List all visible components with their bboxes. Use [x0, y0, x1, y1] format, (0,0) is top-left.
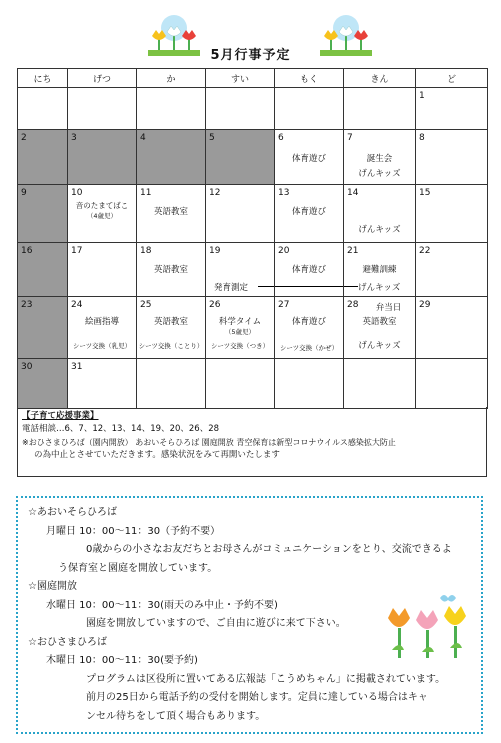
event-label: 体育遊び — [291, 317, 326, 327]
event-label: 弁当日 — [375, 303, 402, 313]
day-number: 25 — [140, 300, 152, 310]
weekday-thu: もく — [275, 69, 344, 88]
section-title: ☆園庭開放 — [28, 581, 77, 592]
week-row-2 — [18, 130, 488, 185]
event-label: シーツ交換（乳児） — [72, 342, 132, 350]
day-cell-29 — [416, 297, 488, 359]
weekday-header-row — [18, 69, 488, 88]
week-row-6 — [18, 359, 488, 409]
event-label: シーツ交換（つき） — [210, 342, 270, 350]
section-time: 水曜日 10：00～11：30(雨天のみ中止・予約不要) — [46, 599, 278, 611]
day-number: 30 — [21, 362, 33, 372]
section-title: ☆あおいそらひろば — [28, 507, 117, 518]
weekday-sun: にち — [18, 69, 68, 88]
day-cell-31 — [68, 359, 137, 409]
event-label: シーツ交換（ことり） — [138, 342, 204, 350]
day-cell-empty — [275, 88, 344, 130]
day-number: 20 — [278, 246, 290, 256]
week-row-3 — [18, 185, 488, 243]
day-number: 27 — [278, 300, 290, 310]
day-cell-8 — [416, 130, 488, 185]
week-row-1 — [18, 88, 488, 130]
event-label: げんキッズ — [358, 225, 401, 235]
day-cell-1 — [416, 88, 488, 130]
day-cell-19 — [206, 243, 275, 297]
day-cell-25 — [137, 297, 206, 359]
section-time: 木曜日 10：00～11：30(要予約) — [46, 655, 198, 666]
calendar-table — [17, 68, 488, 409]
day-number: 17 — [71, 246, 83, 256]
day-cell-6 — [275, 130, 344, 185]
section-title: ☆おひさまひろば — [28, 636, 107, 648]
support-line: 電話相談…6、7、12、13、14、19、20、26、28 — [22, 424, 220, 434]
day-number: 6 — [278, 133, 284, 143]
day-cell-20 — [275, 243, 344, 297]
section-desc: う保育室と園庭を開放しています。 — [58, 562, 218, 574]
day-number: 28 — [347, 300, 359, 310]
day-cell-13 — [275, 185, 344, 243]
event-label: 発育測定 — [214, 283, 249, 293]
day-cell-18 — [137, 243, 206, 297]
weekday-mon: げつ — [68, 69, 137, 88]
day-cell-23 — [18, 297, 68, 359]
event-label: 体育遊び — [291, 154, 326, 164]
day-number: 14 — [347, 188, 359, 198]
day-number: 24 — [71, 300, 83, 310]
day-cell-14 — [344, 185, 416, 243]
day-cell-16 — [18, 243, 68, 297]
day-cell-empty — [416, 359, 488, 409]
section-desc: プログラムは区役所に置いてある広報誌「こうめちゃん」に掲載されています。 — [86, 673, 446, 685]
day-cell-empty — [18, 88, 68, 130]
day-cell-3 — [68, 130, 137, 185]
day-number: 21 — [347, 246, 359, 256]
weekday-wed: すい — [206, 69, 275, 88]
day-number: 2 — [21, 133, 27, 143]
tulip-flowers-icon — [382, 588, 474, 660]
day-cell-empty — [137, 88, 206, 130]
day-number: 8 — [419, 133, 425, 143]
weekday-tue: か — [137, 69, 206, 88]
event-label: 音のたまてばこ — [75, 201, 129, 210]
day-cell-empty — [137, 359, 206, 409]
day-cell-15 — [416, 185, 488, 243]
day-cell-11 — [137, 185, 206, 243]
event-label: 絵画指導 — [84, 317, 119, 327]
day-number: 23 — [21, 300, 33, 310]
section-desc: ンセル待ちをして頂く場合もあります。 — [86, 710, 266, 722]
day-number: 15 — [419, 188, 431, 198]
section-time: 月曜日 10：00～11：30（予約不要） — [46, 525, 221, 537]
day-cell-empty — [206, 359, 275, 409]
day-cell-2 — [18, 130, 68, 185]
day-number: 7 — [347, 133, 353, 143]
day-cell-22 — [416, 243, 488, 297]
arrow-line — [258, 286, 275, 287]
arrow-line — [344, 286, 358, 287]
event-label: 英語教室 — [153, 265, 188, 275]
event-label: 体育遊び — [291, 207, 326, 217]
day-cell-empty — [275, 359, 344, 409]
day-cell-empty — [344, 88, 416, 130]
day-number: 4 — [140, 133, 146, 143]
event-label: 英語教室 — [153, 317, 188, 327]
support-notice — [17, 407, 487, 477]
day-cell-21 — [344, 243, 416, 297]
day-number: 1 — [419, 91, 425, 101]
day-number: 9 — [21, 188, 27, 198]
day-number: 3 — [71, 133, 77, 143]
event-label: げんキッズ — [358, 283, 401, 293]
day-number: 16 — [21, 246, 33, 256]
support-line: ※おひさまひろば（園内開放） あおいそらひろば 園庭開放 青空保育は新型コロナウイルス感染拡大防止 — [22, 438, 396, 447]
day-cell-28 — [344, 297, 416, 359]
day-cell-7 — [344, 130, 416, 185]
event-label: （5歳児） — [224, 328, 256, 336]
week-row-5 — [18, 297, 488, 359]
day-number: 31 — [71, 362, 83, 372]
support-line: の為中止とさせていただきます。感染状況をみて再開いたします — [34, 450, 280, 460]
event-label: シーツ交換（かぜ） — [279, 344, 339, 352]
section-desc: 前月の25日から電話予約の受付を開始します。定員に達している場合はキャ — [86, 692, 428, 703]
day-number: 22 — [419, 246, 431, 256]
event-label: 英語教室 — [153, 207, 188, 217]
weekday-sat: ど — [416, 69, 488, 88]
event-label: （4歳児） — [86, 212, 118, 220]
day-number: 10 — [71, 188, 83, 198]
day-cell-17 — [68, 243, 137, 297]
day-cell-empty — [344, 359, 416, 409]
day-cell-9 — [18, 185, 68, 243]
day-cell-30 — [18, 359, 68, 409]
event-label: 体育遊び — [291, 265, 326, 275]
arrow-line — [275, 286, 344, 287]
page-title: 5月行事予定 — [210, 48, 291, 63]
day-number: 5 — [209, 133, 215, 143]
event-label: げんキッズ — [358, 341, 401, 351]
day-number: 26 — [209, 300, 221, 310]
day-cell-24 — [68, 297, 137, 359]
day-number: 11 — [140, 188, 152, 198]
support-heading: 【子育て応援事業】 — [22, 411, 99, 421]
day-number: 13 — [278, 188, 290, 198]
day-cell-empty — [68, 88, 137, 130]
day-cell-27 — [275, 297, 344, 359]
day-number: 12 — [209, 188, 221, 198]
day-cell-26 — [206, 297, 275, 359]
day-cell-10 — [68, 185, 137, 243]
day-cell-empty — [206, 88, 275, 130]
day-number: 18 — [140, 246, 152, 256]
event-label: 科学タイム — [218, 317, 262, 327]
day-number: 19 — [209, 246, 221, 256]
day-cell-12 — [206, 185, 275, 243]
event-label: げんキッズ — [358, 169, 401, 179]
section-desc: 0歳からの小さなお友だちとお母さんがコミュニケーションをとり、交流できるよ — [86, 544, 452, 555]
event-label: 避難訓練 — [362, 265, 397, 275]
event-label: 誕生会 — [366, 154, 393, 164]
day-cell-4 — [137, 130, 206, 185]
week-row-4 — [18, 243, 488, 297]
weekday-fri: きん — [344, 69, 416, 88]
event-label: 英語教室 — [362, 317, 397, 327]
day-number: 29 — [419, 300, 431, 310]
day-cell-5 — [206, 130, 275, 185]
section-desc: 園庭を開放していますので、ご自由に遊びに来て下さい。 — [86, 618, 346, 629]
